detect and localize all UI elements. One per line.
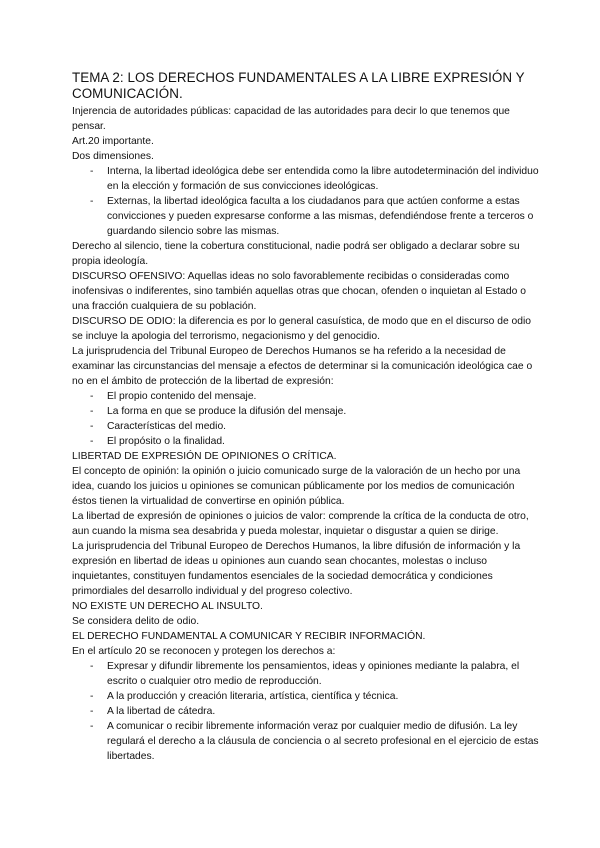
list-item: - Interna, la libertad ideológica debe ser entendida como la libre autodeterminación del individuo en la elección y formación de sus convicciones ideológicas. — [107, 164, 540, 194]
section-heading-derecho-informacion: EL DERECHO FUNDAMENTAL A COMUNICAR Y RECIBIR INFORMACIÓN. — [72, 631, 426, 642]
list-item: - La forma en que se produce la difusión del mensaje. — [107, 404, 540, 419]
list-item: - El propósito o la finalidad. — [107, 434, 540, 449]
paragraph-discurso-odio: DISCURSO DE ODIO: la diferencia es por lo general casuística, de modo que en el discurso de odio se incluye la apologia del terrorismo, negacionismo y del genocidio. — [72, 316, 532, 342]
list-item: - El propio contenido del mensaje. — [107, 389, 540, 404]
list-item: - A la producción y creación literaria, artística, científica y técnica. — [107, 689, 540, 704]
list-item: - Características del medio. — [107, 419, 540, 434]
paragraph-jurisprudencia-tedh: La jurisprudencia del Tribunal Europeo de Derechos Humanos, la libre difusión de información y la expresión en libertad de ideas u opiniones aun cuando sean chocantes, molestas o incluso inquietantes, constituyen fundamentos esenciales de la sociedad democrática y condiciones primordiales del desarrollo individual y del progreso colectivo. — [72, 541, 521, 597]
paragraph-libertad-juicios: La libertad de expresión de opiniones o juicios de valor: comprende la crítica de la conducta de otro, aun cuando la misma sea desabrida y pueda molestar, inquietar o disgustar a quien se dirige. — [72, 511, 529, 537]
paragraph-jurisprudencia: La jurisprudencia del Tribunal Europeo de Derechos Humanos se ha referido a la necesidad de examinar las circunstancias del mensaje a efectos de determinar si la comunicación ideológica cae o no en el ámbito de protección de la libertad de expresión: — [72, 346, 533, 387]
paragraph-silencio: Derecho al silencio, tiene la cobertura constitucional, nadie podrá ser obligado a declarar sobre su propia ideología. — [72, 241, 520, 267]
paragraph-discurso-ofensivo: DISCURSO OFENSIVO: Aquellas ideas no solo favorablemente recibidas o consideradas como inofensivas o indiferentes, sino también aquellas otras que chocan, ofenden o inquietan al Estado o una fracción cualquiera de su población. — [72, 271, 526, 312]
paragraph-articulo-20: En el artículo 20 se reconocen y protegen los derechos a: — [72, 646, 336, 657]
list-item: - Externas, la libertad ideológica faculta a los ciudadanos para que actúen conforme a estas convicciones y pueden expresarse conforme a las mismas, defendiéndose frente a terceros o guardando silencio sobre las mismas. — [107, 194, 540, 239]
page-title: TEMA 2: LOS DERECHOS FUNDAMENTALES A LA LIBRE EXPRESIÓN Y COMUNICACIÓN. — [72, 70, 525, 101]
paragraph-delito-odio: Se considera delito de odio. — [72, 616, 200, 627]
paragraph-injerencia: Injerencia de autoridades públicas: capacidad de las autoridades para decir lo que tenemos que pensar. — [72, 106, 510, 132]
paragraph-dimensiones: Dos dimensiones. — [72, 151, 154, 162]
list-item: - A la libertad de cátedra. — [107, 704, 540, 719]
list-item: - Expresar y difundir libremente los pensamientos, ideas y opiniones mediante la palabra, el escrito o cualquier otro medio de reproducción. — [107, 659, 540, 689]
paragraph-no-insulto: NO EXISTE UN DERECHO AL INSULTO. — [72, 601, 263, 612]
section-heading-libertad-expresion: LIBERTAD DE EXPRESIÓN DE OPINIONES O CRÍTICA. — [72, 451, 337, 462]
list-dimensiones — [72, 164, 540, 239]
list-circunstancias — [72, 389, 540, 449]
list-item: - A comunicar o recibir libremente información veraz por cualquier medio de difusión. La ley regulará el derecho a la cláusula de conciencia o al secreto profesional en el ejercicio de estas libertades. — [107, 719, 540, 764]
paragraph-concepto-opinion: El concepto de opinión: la opinión o juicio comunicado surge de la valoración de un hecho por una idea, cuando los juicios u opiniones se comunican públicamente por los medios de comunicación éstos tienen la virtualidad de convertirse en opinión pública. — [72, 466, 521, 507]
list-derechos — [72, 659, 540, 764]
paragraph-art20: Art.20 importante. — [72, 136, 154, 147]
